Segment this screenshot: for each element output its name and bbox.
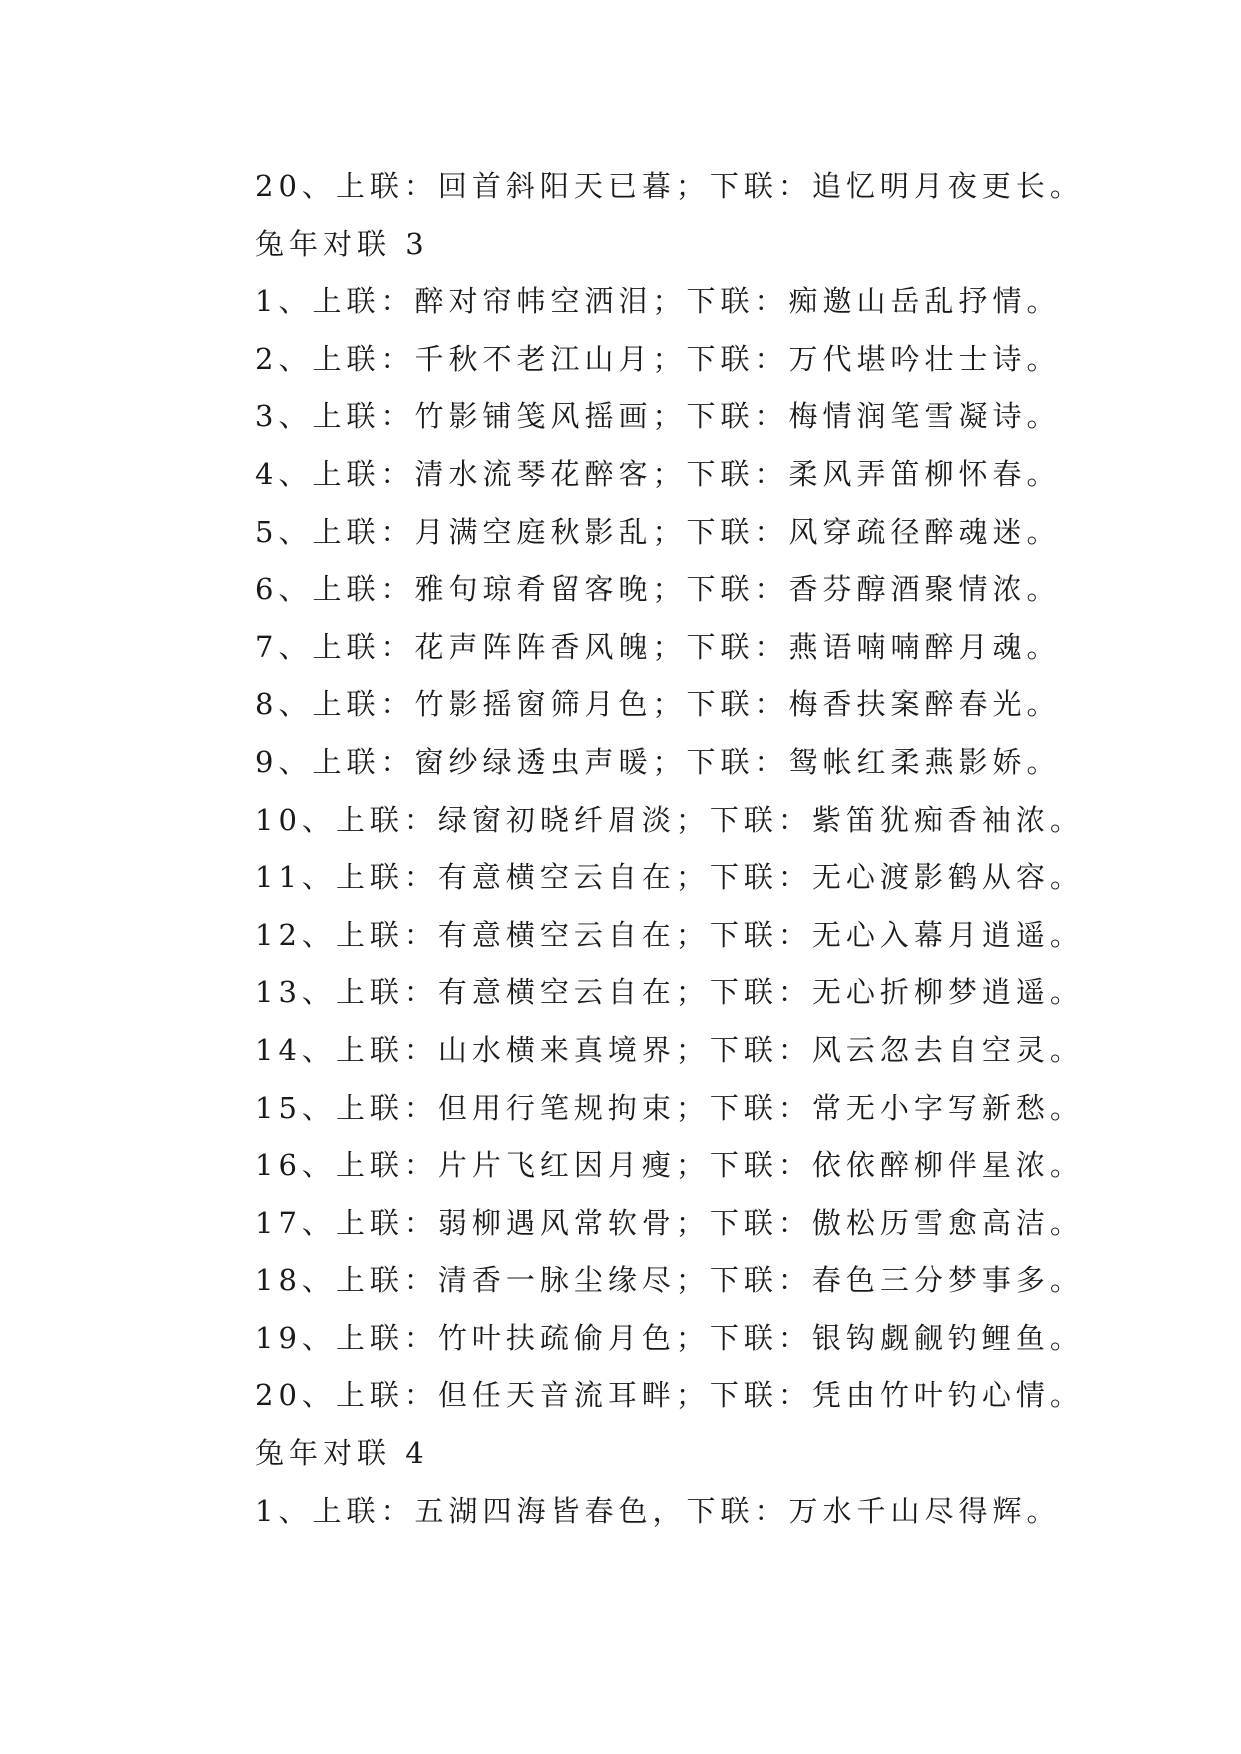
couplet-line: 3、上联：竹影铺笺风摇画；下联：梅情润笔雪凝诗。	[255, 399, 1061, 434]
couplet-line: 7、上联：花声阵阵香风魄；下联：燕语喃喃醉月魂。	[255, 629, 1061, 664]
couplet-line: 14、上联：山水横来真境界；下联：风云忽去自空灵。	[255, 1032, 1084, 1067]
couplet-line: 2、上联：千秋不老江山月；下联：万代堪吟壮士诗。	[255, 341, 1061, 376]
document-body	[255, 158, 1155, 1540]
couplet-line: 17、上联：弱柳遇风常软骨；下联：傲松历雪愈高洁。	[255, 1205, 1084, 1240]
couplet-line: 5、上联：月满空庭秋影乱；下联：风穿疏径醉魂迷。	[255, 514, 1061, 549]
couplet-line: 1、上联：醉对帘帏空洒泪；下联：痴邀山岳乱抒情。	[255, 284, 1061, 319]
section-heading: 兔年对联 4	[255, 1436, 429, 1471]
couplet-line: 4、上联：清水流琴花醉客；下联：柔风弄笛柳怀春。	[255, 456, 1061, 491]
couplet-line: 16、上联：片片飞红因月瘦；下联：依依醉柳伴星浓。	[255, 1148, 1084, 1183]
couplet-line: 13、上联：有意横空云自在；下联：无心折柳梦逍遥。	[255, 975, 1084, 1010]
couplet-line: 19、上联：竹叶扶疏偷月色；下联：银钩觑觎钓鲤鱼。	[255, 1320, 1084, 1355]
couplet-line: 1、上联：五湖四海皆春色，下联：万水千山尽得辉。	[255, 1493, 1061, 1528]
couplet-line: 9、上联：窗纱绿透虫声暖；下联：鸳帐红柔燕影娇。	[255, 744, 1061, 779]
couplet-line: 6、上联：雅句琼肴留客晚；下联：香芬醇酒聚情浓。	[255, 572, 1061, 607]
section-heading: 兔年对联 3	[255, 226, 429, 261]
couplet-line: 15、上联：但用行笔规拘束；下联：常无小字写新愁。	[255, 1090, 1084, 1125]
couplet-line: 20、上联：回首斜阳天已暮；下联：追忆明月夜更长。	[255, 169, 1084, 203]
couplet-line: 12、上联：有意横空云自在；下联：无心入幕月逍遥。	[255, 917, 1084, 952]
couplet-line: 8、上联：竹影摇窗筛月色；下联：梅香扶案醉春光。	[255, 687, 1061, 722]
couplet-line: 20、上联：但任天音流耳畔；下联：凭由竹叶钓心情。	[255, 1378, 1084, 1413]
couplet-line: 18、上联：清香一脉尘缘尽；下联：春色三分梦事多。	[255, 1263, 1084, 1298]
couplet-line: 10、上联：绿窗初晓纤眉淡；下联：紫笛犹痴香袖浓。	[255, 802, 1084, 837]
couplet-line: 11、上联：有意横空云自在；下联：无心渡影鹤从容。	[255, 860, 1084, 895]
